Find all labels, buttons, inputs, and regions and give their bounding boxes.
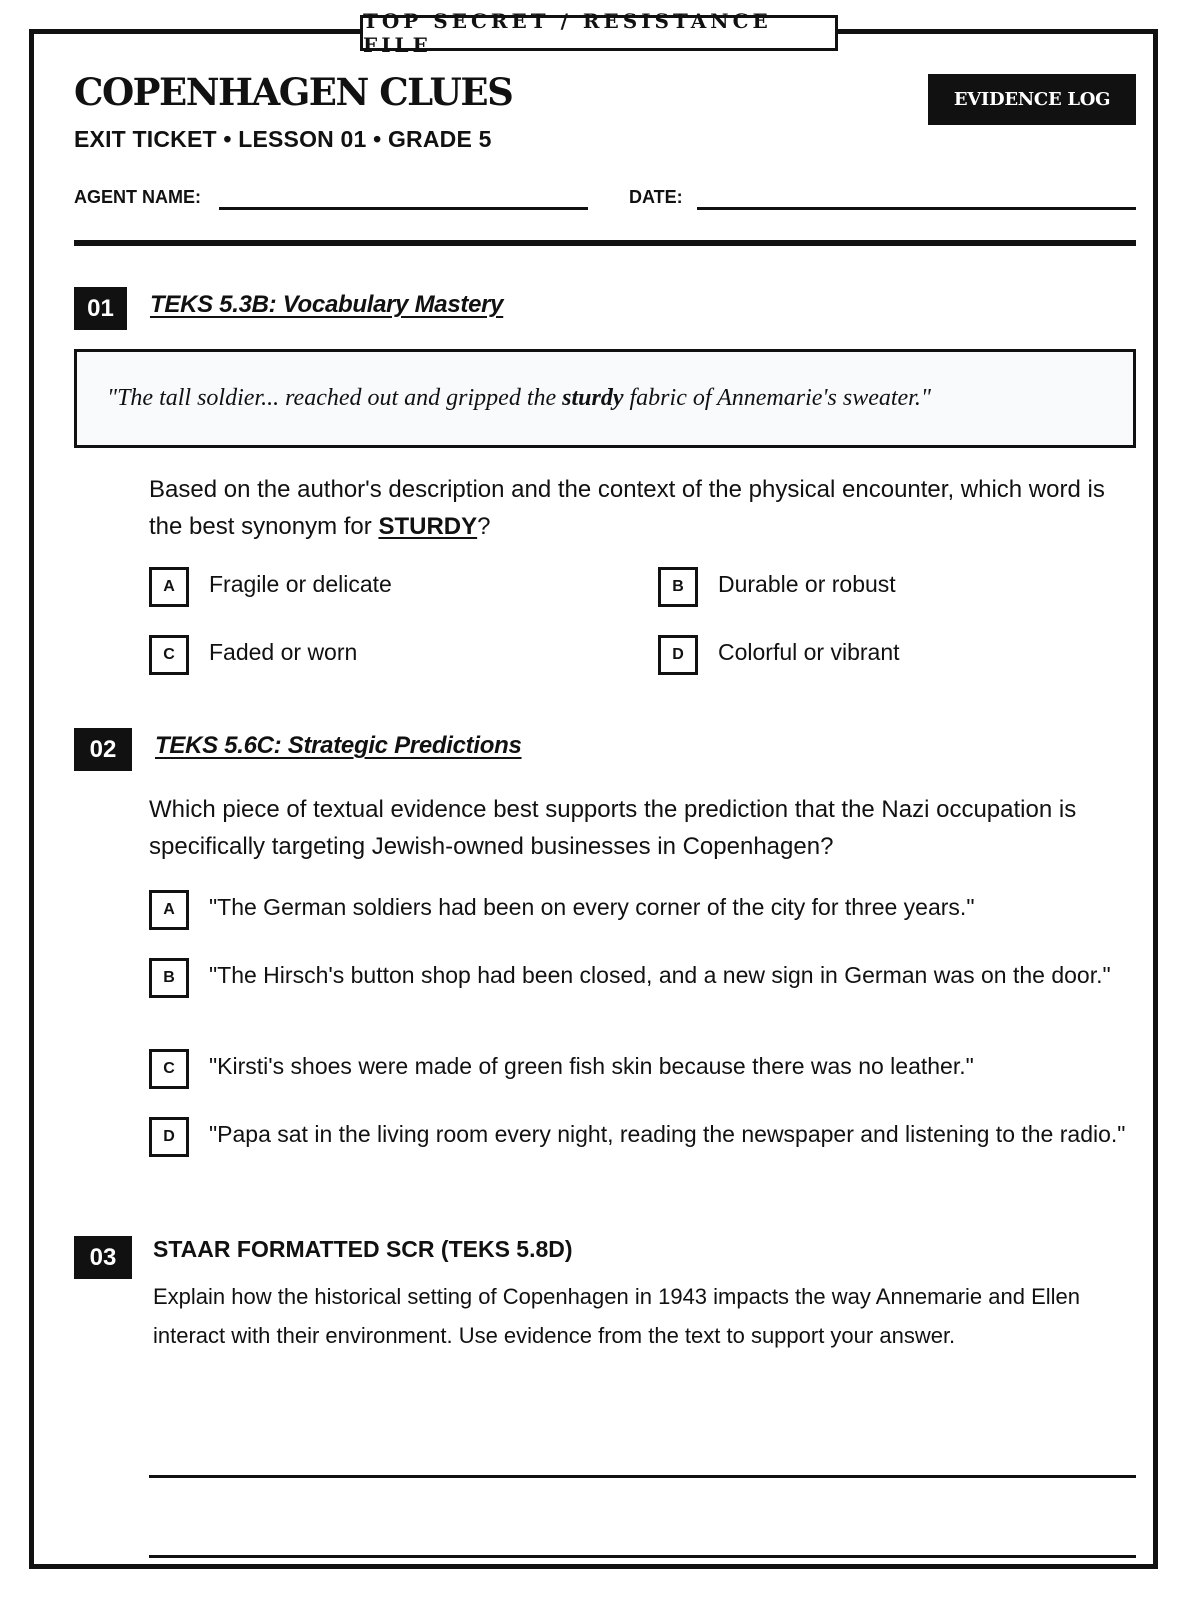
option-letter-box[interactable]: A bbox=[149, 890, 189, 930]
option-letter-box[interactable]: B bbox=[658, 567, 698, 607]
classification-banner: TOP SECRET / RESISTANCE FILE bbox=[360, 15, 838, 51]
worksheet-title: COPENHAGEN CLUES bbox=[74, 70, 513, 114]
answer-line[interactable] bbox=[149, 1555, 1136, 1558]
question-prompt: Explain how the historical setting of Copenhagen in 1943 impacts the way Annemarie and Ellen interact with their environment. Use evidence from the text to support your answer. bbox=[153, 1284, 1081, 1348]
prompt-text-end: ? bbox=[477, 513, 491, 540]
answer-option[interactable] bbox=[658, 567, 896, 607]
quote-highlight-word: sturdy bbox=[562, 385, 624, 411]
answer-option[interactable] bbox=[149, 567, 392, 607]
header-divider bbox=[74, 240, 1136, 246]
question-prompt bbox=[149, 471, 1139, 545]
answer-line[interactable] bbox=[149, 1475, 1136, 1478]
option-letter-box[interactable]: D bbox=[149, 1117, 189, 1157]
option-text: Durable or robust bbox=[718, 571, 896, 597]
option-text: "Papa sat in the living room every night, reading the newspaper and listening to the radio." bbox=[209, 1121, 1126, 1147]
prompt-text: Based on the author's description and the context of the physical encounter, which word is the best synonym for bbox=[149, 476, 1105, 540]
evidence-log-button[interactable]: EVIDENCE LOG bbox=[928, 74, 1136, 125]
question-number-badge: 03 bbox=[74, 1236, 132, 1279]
option-letter-box[interactable]: A bbox=[149, 567, 189, 607]
option-letter-box[interactable]: C bbox=[149, 1049, 189, 1089]
question-number-badge: 01 bbox=[74, 287, 127, 330]
question-heading: TEKS 5.3B: Vocabulary Mastery bbox=[150, 291, 504, 318]
answer-option[interactable] bbox=[149, 1117, 1139, 1157]
option-text: Faded or worn bbox=[209, 639, 358, 665]
agent-name-label: AGENT NAME: bbox=[74, 187, 201, 207]
question-number-badge: 02 bbox=[74, 728, 132, 771]
quote-box bbox=[74, 349, 1136, 448]
date-label: DATE: bbox=[629, 187, 683, 207]
answer-option[interactable] bbox=[149, 890, 1139, 930]
question-heading: STAAR FORMATTED SCR (TEKS 5.8D) bbox=[153, 1236, 573, 1262]
question-heading: TEKS 5.6C: Strategic Predictions bbox=[155, 732, 522, 759]
option-text: "Kirsti's shoes were made of green fish skin because there was no leather." bbox=[209, 1053, 974, 1079]
option-text: "The Hirsch's button shop had been closed, and a new sign in German was on the door." bbox=[209, 962, 1111, 988]
quote-text-before: "The tall soldier... reached out and gripped the bbox=[107, 385, 563, 411]
option-letter-box[interactable]: B bbox=[149, 958, 189, 998]
answer-option[interactable] bbox=[149, 635, 357, 675]
answer-option[interactable] bbox=[149, 958, 1139, 998]
answer-option[interactable] bbox=[658, 635, 900, 675]
worksheet-subtitle: EXIT TICKET • LESSON 01 • GRADE 5 bbox=[74, 126, 492, 152]
prompt-keyword: STURDY bbox=[378, 513, 478, 540]
option-text: Fragile or delicate bbox=[209, 571, 392, 597]
option-text: "The German soldiers had been on every corner of the city for three years." bbox=[209, 894, 975, 920]
answer-option[interactable] bbox=[149, 1049, 1139, 1089]
agent-name-field[interactable] bbox=[219, 207, 588, 210]
option-letter-box[interactable]: C bbox=[149, 635, 189, 675]
quote-text-after: fabric of Annemarie's sweater." bbox=[623, 385, 931, 411]
date-field[interactable] bbox=[697, 207, 1136, 210]
option-letter-box[interactable]: D bbox=[658, 635, 698, 675]
question-prompt: Which piece of textual evidence best supports the prediction that the Nazi occupation is specifically targeting Jewish-owned businesses in Copenhagen? bbox=[149, 796, 1077, 860]
option-text: Colorful or vibrant bbox=[718, 639, 900, 665]
